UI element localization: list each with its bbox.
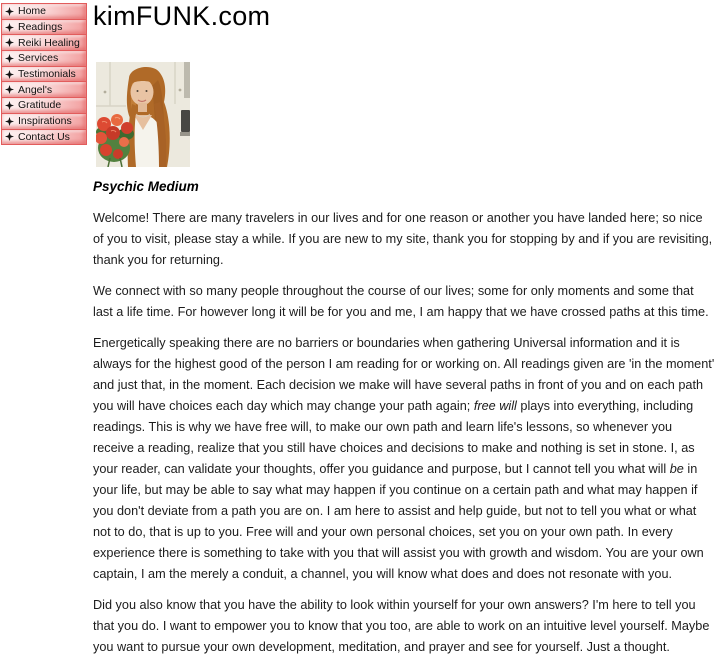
- section-heading: Psychic Medium: [93, 179, 199, 194]
- sidebar-item-label: Angel's: [18, 83, 53, 96]
- sidebar-item-label: Readings: [18, 21, 63, 34]
- portrait-photo: [96, 62, 190, 167]
- star-bullet-icon: [5, 54, 14, 63]
- star-bullet-icon: [5, 132, 14, 141]
- paragraph-readings-part2: plays into everything, including readings. This is why we have free will, to make our own path and learn life's lessons, so whenever you receive a reading, realize that you still have choices and decisions to make and nothing is set in stone. I, as your reader, can validate your thoughts, offer you guidance and purpose, but I cannot tell you what will: [93, 399, 695, 476]
- sidebar-item-gratitude[interactable]: [1, 97, 87, 114]
- paragraph-readings-part1: Energetically speaking there are no barriers or boundaries when gathering Universal information and it is always for the highest good of the person I am reading for or working on. All readings given are 'in the moment' and just that, in the moment. Each decision we make will have several paths in front of you and on each path you will have choices each day which may change your path again;: [93, 336, 715, 413]
- sidebar-item-readings[interactable]: [1, 19, 87, 36]
- star-bullet-icon: [5, 101, 14, 110]
- sidebar-item-testimonials[interactable]: [1, 66, 87, 83]
- sidebar-item-label: Reiki Healing: [18, 36, 80, 49]
- star-bullet-icon: [5, 23, 14, 32]
- paragraph-welcome: Welcome! There are many travelers in our lives and for one reason or another you have landed here; so nice of you to visit, please stay a while. If you are new to my site, thank you for stopping by and if you are revisiting, thank you for returning.: [93, 211, 713, 267]
- sidebar-item-label: Testimonials: [18, 68, 76, 81]
- sidebar-item-label: Services: [18, 52, 59, 65]
- sidebar-item-services[interactable]: [1, 50, 87, 67]
- sidebar-nav: [1, 3, 87, 145]
- paragraph-connect: We connect with so many people throughout the course of our lives; some for only moments and some that last a life time. For however long it will be for you and me, I am happy that we have crossed paths at this time.: [93, 284, 709, 319]
- main-content: [93, 179, 715, 668]
- page-title: kimFUNK.com: [93, 1, 271, 31]
- star-bullet-icon: [5, 38, 14, 47]
- paragraph-readings-italic-free-will: free will: [473, 399, 517, 413]
- sidebar-item-reiki-healing[interactable]: [1, 34, 87, 51]
- paragraph-readings-italic-be: be: [669, 462, 684, 476]
- sidebar-item-label: Home: [18, 5, 47, 18]
- paragraph-readings: [93, 333, 715, 585]
- sidebar-item-label: Contact Us: [18, 130, 70, 143]
- star-bullet-icon: [5, 70, 14, 79]
- star-bullet-icon: [5, 117, 14, 126]
- sidebar-item-label: Gratitude: [18, 99, 62, 112]
- star-bullet-icon: [5, 85, 14, 94]
- sidebar-item-label: Inspirations: [18, 115, 72, 128]
- paragraph-readings-part3: in your life, but may be able to say what may happen if you continue on a certain path and what may happen if you don't deviate from a path you are on. I am here to assist and help guide, but not to tell you what or what not to do, that is up to you. Free will and your own personal choices, set you on your own path. In every experience there is something to take with you that will assist you with growth and wisdom. You are your own captain, I am the merely a conduit, a channel, you will know what does and does not resonate with you.: [93, 462, 704, 581]
- sidebar-item-contact-us[interactable]: [1, 129, 87, 146]
- star-bullet-icon: [5, 7, 14, 16]
- sidebar-item-angels[interactable]: [1, 81, 87, 98]
- sidebar-item-inspirations[interactable]: [1, 113, 87, 130]
- paragraph-empower: Did you also know that you have the ability to look within yourself for your own answers? I'm here to tell you that you do. I want to empower you to know that you too, are able to work on an intuitive level yourself. Maybe you want to pursue your own development, meditation, and prayer and see for yourself. Just a thought.: [93, 598, 710, 654]
- sidebar-item-home[interactable]: [1, 3, 87, 20]
